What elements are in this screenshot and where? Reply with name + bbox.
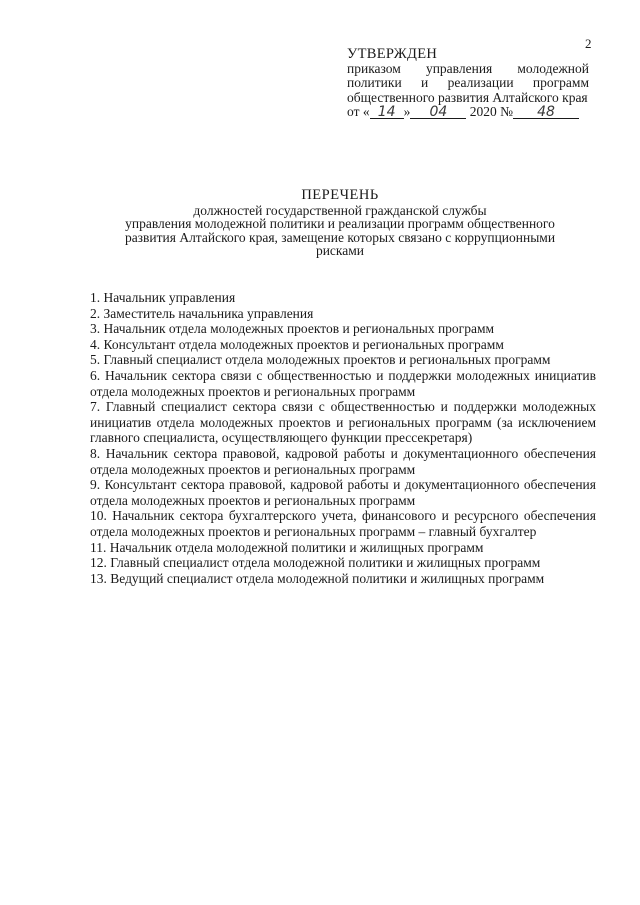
document-title: ПЕРЕЧЕНЬ bbox=[301, 187, 379, 203]
header-line: управления молодежной политики и реализации программ общественного bbox=[125, 216, 555, 231]
list-item: 4. Консультант отдела молодежных проектов и региональных программ bbox=[90, 336, 504, 352]
header-line: развития Алтайского края, замещение которых связано с коррупционными bbox=[124, 229, 556, 245]
header-line: рисками bbox=[315, 243, 365, 258]
header-line: должностей государственной гражданской службы bbox=[193, 202, 487, 218]
approved-title: УТВЕРЖДЕН bbox=[347, 46, 438, 62]
list-item: 10. Начальник сектора бухгалтерского учета, финансового и ресурсного обеспечения отдела молодежных проектов и региональных программ – главный бухгалтер bbox=[90, 508, 596, 539]
date-mid: » bbox=[403, 104, 411, 119]
list-item: 9. Консультант сектора правовой, кадровой работы и документационного обеспечения отдела молодежных проектов и региональных программ bbox=[90, 477, 596, 508]
document-header bbox=[90, 189, 590, 258]
list-item: 8. Начальник сектора правовой, кадровой работы и документационного обеспечения отдела молодежных проектов и региональных программ bbox=[90, 445, 596, 477]
list-item: 7. Главный специалист сектора связи с общественностью и поддержки молодежных инициатив отдела молодежных проектов и региональных программ (за исключением главного специалиста, осуществляющего функции прессекретаря) bbox=[90, 399, 596, 446]
handwritten-order-number: 48 bbox=[513, 106, 579, 119]
handwritten-month: 04 bbox=[410, 106, 466, 119]
approval-order-text: приказом управления молодежной политики и реализации программ общественного развития Алтайского края bbox=[347, 60, 589, 105]
list-item: 12. Главный специалист отдела молодежной политики и жилищных программ bbox=[90, 555, 541, 571]
list-item: 3. Начальник отдела молодежных проектов и региональных программ bbox=[90, 321, 495, 337]
list-item: 13. Ведущий специалист отдела молодежной политики и жилищных программ bbox=[90, 570, 545, 586]
list-item: 2. Заместитель начальника управления bbox=[90, 305, 314, 321]
approval-stamp-block bbox=[347, 47, 589, 120]
approval-date-line bbox=[347, 105, 589, 120]
year-and-number-label: 2020 № bbox=[469, 104, 513, 119]
list-item: 6. Начальник сектора связи с общественностью и поддержки молодежных инициатив отдела молодежных проектов и региональных программ bbox=[90, 367, 596, 399]
list-item: 1. Начальник управления bbox=[90, 290, 236, 305]
page-number: 2 bbox=[585, 36, 592, 51]
list-item: 11. Начальник отдела молодежной политики и жилищных программ bbox=[90, 539, 484, 555]
positions-list bbox=[90, 290, 596, 586]
handwritten-day: 14 bbox=[370, 106, 404, 119]
list-item: 5. Главный специалист отдела молодежных проектов и региональных программ bbox=[90, 352, 551, 368]
date-prefix: от « bbox=[347, 104, 370, 119]
